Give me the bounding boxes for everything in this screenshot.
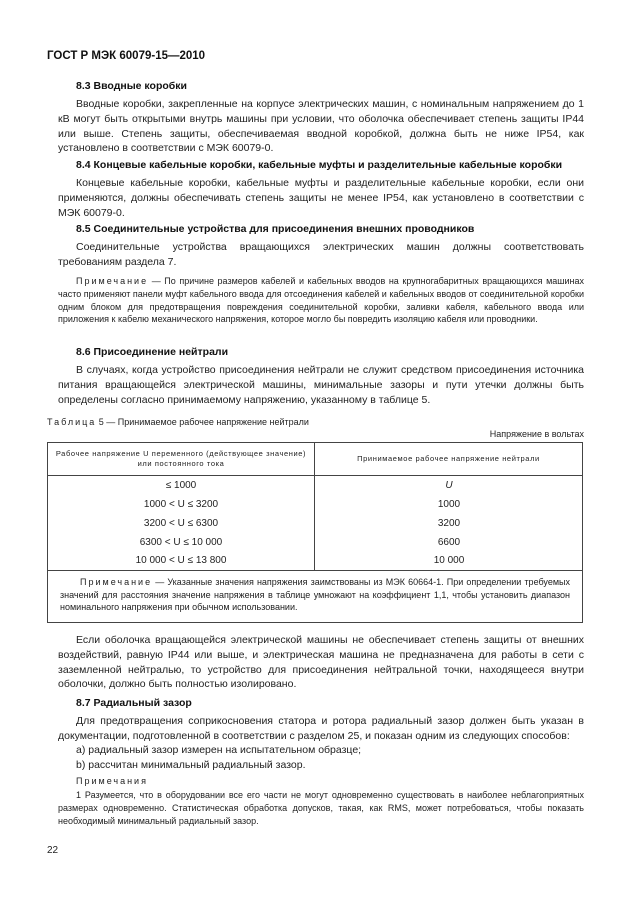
table-header-divider — [48, 475, 582, 476]
note-text: — По причине размеров кабелей и кабельных вводов на крупногабаритных вращающихся машинах часто применяют панели муфт кабельного ввода для отсоединения кабелей и кабельных вводов от соединительной коробки одним блоком для предотвращения повреждения соединительной коробки, заливки кабеля, кабельного ввода или приложения к кабелю механического напряжения, которое могло бы повредить изоляцию кабеля или проводники. — [58, 276, 584, 325]
section-8-6-text: В случаях, когда устройство присоединения нейтрали не служит средством присоединения источника питания вращающейся электрической машины, минимальные зазоры и пути утечки должны быть определены согласно принимаемому напряжению, указанному в таблице 5. — [58, 364, 584, 406]
section-8-7-title: 8.7 Радиальный зазор — [76, 697, 192, 709]
table-cell-row1-b: U — [445, 480, 453, 491]
section-8-5-text: Соединительные устройства вращающихся электрических машин должны соответствовать требованиям раздела 7. — [58, 241, 584, 268]
table-note-divider — [48, 570, 582, 571]
after-table-text: Если оболочка вращающейся электрической машины не обеспечивает степень защиты от внешних воздействий, равную IP44 или выше, и электрическая машина не предназначена для работы в сети с заземленной нейтралью, то устройство для присоединения нейтральной точки, находящееся внутри оболочки, должно быть полностью изолировано. — [58, 634, 584, 691]
table-cell-row2-a: 1000 < U ≤ 3200 — [143, 499, 219, 510]
section-8-7-text: Для предотвращения соприкосновения статора и ротора радиальный зазор должен быть указан в документации, подготовленной в соответствии с разделом 25, и показан одним из следующих способов: — [58, 715, 584, 742]
table-cell-row5-a: 10 000 < U ≤ 13 800 — [135, 555, 227, 566]
section-8-6-title: 8.6 Присоединение нейтрали — [76, 346, 229, 358]
table-note-label: Примечание — [80, 577, 153, 587]
page-number: 22 — [47, 845, 59, 856]
table-cell-row2-b: 1000 — [437, 499, 461, 510]
section-8-4-text: Концевые кабельные коробки, кабельные муфты и разделительные кабельные коробки, если они применяются, должны обеспечивать степень защиты не менее IP54, как установлено в соответствии с МЭК 60079-0. — [58, 177, 584, 219]
table-caption-text: 5 — Принимаемое рабочее напряжение нейтрали — [96, 417, 309, 427]
neutral-voltage-table — [47, 442, 583, 623]
table-note-text: — Указанные значения напряжения заимствованы из МЭК 60664-1. При определении требуемых значений для расстояния значение напряжения в таблице умножают на коэффициент 1,1, чтобы установить диапазон номинального напряжения при обычном использовании. — [60, 577, 570, 612]
section-8-4-title: 8.4 Концевые кабельные коробки, кабельные муфты и разделительные кабельные коробки — [76, 159, 563, 171]
table-caption-label: Таблица — [47, 417, 97, 427]
section-8-5-title: 8.5 Соединительные устройства для присоединения внешних проводников — [76, 223, 475, 235]
table-cell-row5-b: 10 000 — [433, 555, 465, 566]
list-item-b: b) рассчитан минимальный радиальный зазор. — [76, 759, 306, 771]
table-cell-row4-a: 6300 < U ≤ 10 000 — [139, 537, 223, 548]
table-cell-row1-a: ≤ 1000 — [165, 480, 197, 491]
table-header-neutral-voltage: Принимаемое рабочее напряжение нейтрали — [357, 454, 540, 463]
section-8-5-note — [58, 275, 584, 326]
table-cell-row3-a: 3200 < U ≤ 6300 — [143, 518, 219, 529]
table-caption — [47, 417, 309, 427]
section-8-3-text: Вводные коробки, закрепленные на корпусе электрических машин, с номинальным напряжением до 1 кВ могут быть открытыми внутрь машины при условии, что оболочка обеспечивает степень защиты IP44 или выше. Степень защиты, обеспечиваемая вводной коробкой, должна быть не ниже IP54, как установлено в соответствии с МЭК 60079-0. — [58, 98, 584, 155]
table-units: Напряжение в вольтах — [489, 429, 584, 439]
list-item-a: а) радиальный зазор измерен на испытательном образце; — [76, 744, 362, 756]
table-header-operating-voltage: Рабочее напряжение U переменного (действующее значение) или постоянного тока — [48, 443, 315, 475]
table-cell-row4-b: 6600 — [437, 537, 461, 548]
note-label: Примечание — [76, 276, 149, 286]
table-note — [60, 576, 570, 614]
section-8-3-title: 8.3 Вводные коробки — [76, 80, 187, 92]
notes-label: Примечания — [76, 776, 148, 786]
table-cell-row3-b: 3200 — [437, 518, 461, 529]
document-header: ГОСТ Р МЭК 60079-15—2010 — [47, 50, 206, 62]
note-1: 1 Разумеется, что в оборудовании все его части не могут одновременно существовать в наиболее неблагоприятных размерах одновременно. Статистическая обработка допусков, такая, как RMS, может потребоваться, чтобы показать необходимый минимальный радиальный зазор. — [58, 790, 584, 826]
